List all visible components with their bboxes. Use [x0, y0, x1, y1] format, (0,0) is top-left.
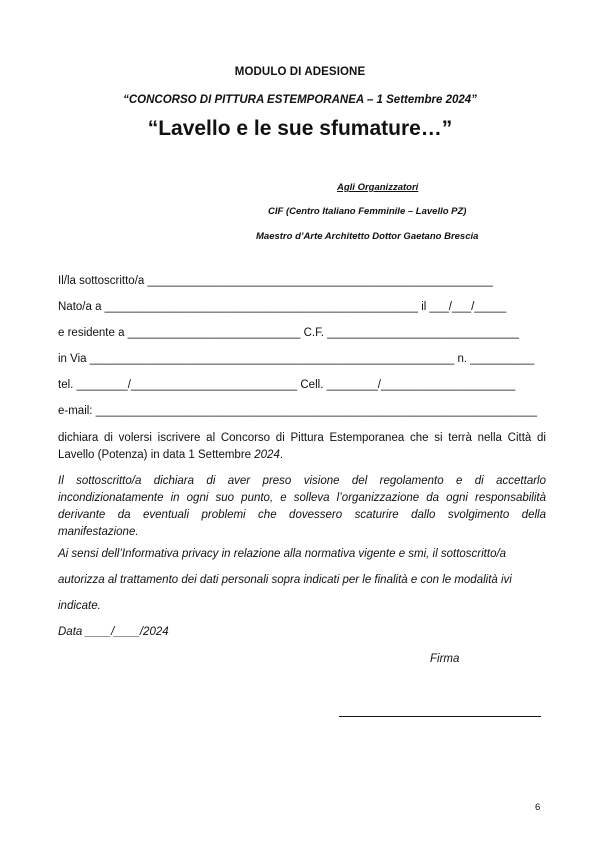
- date-field-line: Data ____/____/2024: [58, 626, 169, 638]
- signature-label: Firma: [430, 653, 460, 665]
- privacy-line-2: autorizza al trattamento dei dati personali sopra indicati per le finalità e con le modalità ivi: [58, 574, 512, 586]
- contest-subheading: “CONCORSO DI PITTURA ESTEMPORANEA – 1 Settembre 2024”: [123, 94, 477, 106]
- declaration-paragraph: [58, 430, 546, 464]
- contest-title: “Lavello e le sue sfumature…”: [147, 117, 453, 140]
- field-name-line: Il/la sottoscritto/a ______________________________________________________: [58, 275, 493, 287]
- privacy-line-3: indicate.: [58, 600, 101, 612]
- signature-line: [339, 716, 541, 717]
- addressee-organization: CIF (Centro Italiano Femminile – Lavello PZ): [268, 206, 467, 217]
- addressee-heading: Agli Organizzatori: [337, 182, 419, 193]
- field-street-line: in Via _________________________________________________________ n. __________: [58, 353, 535, 365]
- page-number: 6: [535, 802, 541, 813]
- field-residence-line: e residente a ___________________________ C.F. ______________________________: [58, 327, 520, 339]
- declaration-text: dichiara di volersi iscrivere al Concorso di Pittura Estemporanea che si terrà nella Città di Lavello (Potenza) in data 1 Settembre: [58, 432, 546, 461]
- form-heading: MODULO DI ADESIONE: [234, 66, 366, 78]
- addressee-person: Maestro d’Arte Architetto Dottor Gaetano Brescia: [256, 231, 479, 242]
- privacy-line-1: Ai sensi dell’Informativa privacy in relazione alla normativa vigente e smi, il sottoscritto/a: [58, 548, 507, 560]
- field-email-line: e-mail: _____________________________________________________________________: [58, 405, 538, 417]
- field-phone-line: tel. ________/__________________________ Cell. ________/_____________________: [58, 379, 516, 391]
- regulation-paragraph: Il sottoscritto/a dichiara di aver preso visione del regolamento e di accettarlo incondizionatamente in ogni suo punto, e solleva l’organizzazione da ogni responsabilità derivante da eventuali problemi che dovessero scaturire dallo svolgimento della manifestazione.: [58, 475, 546, 538]
- declaration-end: .: [279, 449, 284, 461]
- field-birth-line: Nato/a a _________________________________________________ il ___/___/_____: [58, 301, 507, 313]
- declaration-year: 2024: [254, 449, 280, 461]
